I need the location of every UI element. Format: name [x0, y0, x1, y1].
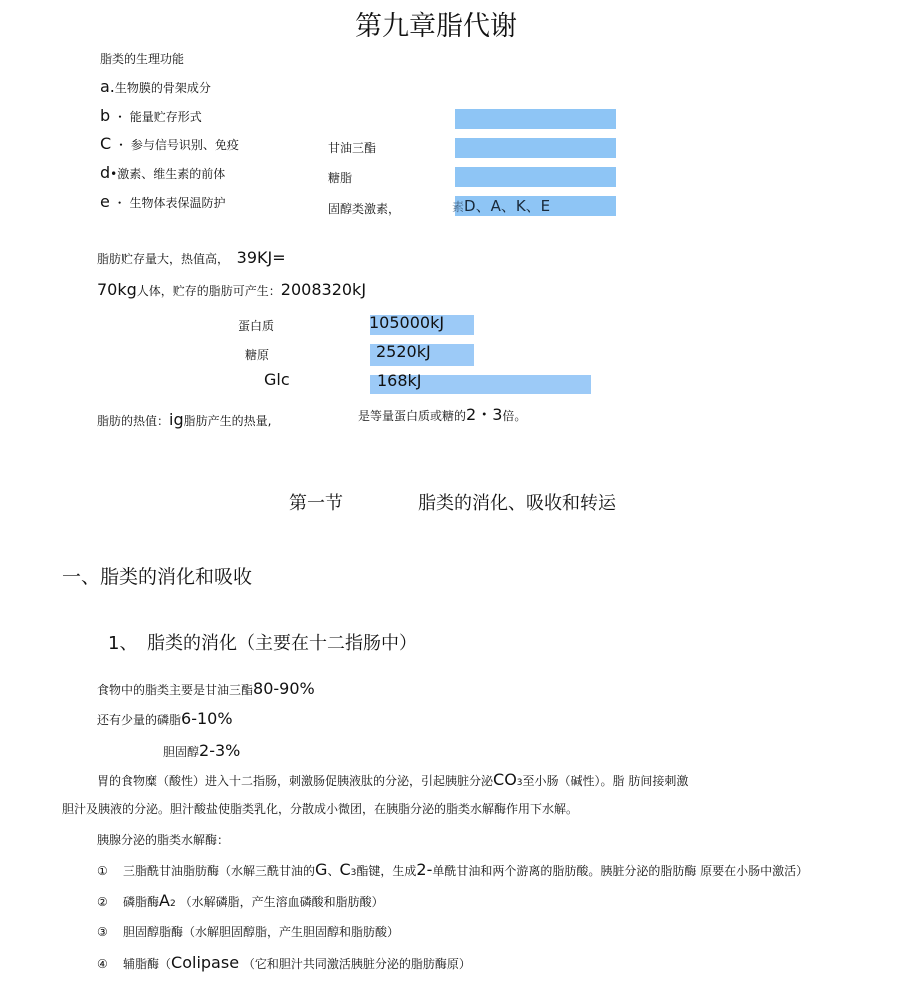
- enzyme-number: ④: [97, 957, 108, 971]
- vitamins-text: [452, 195, 550, 216]
- enzyme-number: ③: [97, 925, 108, 939]
- energy-row-label: 糖原: [245, 348, 270, 362]
- energy-line-1: [97, 248, 286, 267]
- energy-line-2: [97, 280, 366, 299]
- function-text: 生物膜的骨架成分: [114, 81, 211, 95]
- ratio-suffix: 倍。: [502, 409, 527, 423]
- ratio-text: 是等量蛋白质或糖的: [358, 409, 467, 423]
- enzyme-sep: 、: [327, 864, 340, 878]
- energy-value: 39KJ=: [236, 248, 286, 267]
- function-letter: C: [100, 134, 112, 153]
- ratio-value: 2・3: [466, 405, 503, 424]
- composition-value: 2-3%: [199, 741, 241, 760]
- energy-text: 脂肪贮存量大，热值高，: [97, 252, 230, 266]
- enzyme-g: G: [315, 860, 328, 879]
- ratio-line: [358, 402, 526, 425]
- function-letter: e: [100, 192, 110, 211]
- energy-text: 人体，贮存的脂肪可产生：: [136, 284, 281, 298]
- vitamin-prefix: 素: [452, 200, 465, 214]
- enzyme-text: （它和胆汁共同激活胰脏分泌的脂肪酶原）: [242, 957, 471, 971]
- enzyme-subscript: 2: [170, 899, 176, 909]
- heat-rest: 脂肪产生的热量,: [183, 414, 272, 428]
- enzyme-text: 辅脂酶（: [123, 957, 172, 971]
- colipase: Colipase: [171, 953, 240, 972]
- paragraph-text: 胃的食物糜（酸性）进入十二指肠，刺激肠促胰液肽的分泌，引起胰脏分泌: [97, 774, 494, 788]
- function-letter: a.: [100, 77, 115, 96]
- subsection-title: 脂类的消化（主要在十二指肠中）: [147, 633, 417, 654]
- co2-subscript: 3: [516, 778, 523, 788]
- energy-row-value: 105000kJ: [369, 313, 445, 332]
- function-text: •激素、维生素的前体: [110, 167, 226, 181]
- energy-row-value: 2520kJ: [376, 342, 431, 361]
- enzyme-text: （水解磷脂，产生溶血磷酸和脂肪酸）: [179, 895, 384, 909]
- example-glycolipid: 糖脂: [328, 171, 353, 185]
- enzyme-text: 酯键，生成: [356, 864, 417, 878]
- composition-item: [163, 741, 240, 760]
- function-item-d: [100, 163, 225, 182]
- composition-item: [97, 679, 315, 698]
- enzyme-item: [97, 860, 808, 879]
- highlight-bar: [455, 167, 616, 187]
- paragraph-line-1: [97, 770, 688, 789]
- paragraph-text: 至小肠（碱性）。脂 肪间接刺激: [522, 774, 689, 788]
- part-title: 一、脂类的消化和吸收: [62, 566, 253, 588]
- page-title: 第九章脂代谢: [355, 11, 517, 42]
- composition-text: 还有少量的磷脂: [97, 713, 182, 727]
- total-energy: 2008320kJ: [280, 280, 367, 299]
- enzymes-heading: 胰腺分泌的脂类水解酶：: [97, 833, 230, 847]
- enzyme-item: [97, 953, 471, 972]
- function-item-e: [100, 192, 226, 211]
- enzyme-text: 单酰甘油和两个游离的脂肪酸。胰脏分泌的脂肪酶 原要在小肠中激活）: [432, 864, 809, 878]
- function-item-c: [100, 134, 239, 153]
- example-triglyceride: 甘油三酯: [328, 141, 377, 155]
- enzyme-text: 三脂酰甘油脂肪酶（水解三酰甘油的: [123, 864, 316, 878]
- composition-value: 80-90%: [253, 679, 315, 698]
- function-letter: b: [100, 106, 111, 125]
- highlight-bar: [455, 138, 616, 158]
- function-item-b: [100, 106, 202, 125]
- composition-item: [97, 709, 233, 728]
- section-title: 脂类的消化、吸收和转运: [418, 493, 616, 514]
- heat-value-line: [97, 410, 271, 429]
- composition-value: 6-10%: [181, 709, 233, 728]
- enzyme-text: 磷脂酶: [123, 895, 160, 909]
- highlight-bar: [455, 109, 616, 129]
- function-letter: d: [100, 163, 111, 182]
- section-number: 第一节: [289, 493, 343, 514]
- function-text: ・ 参与信号识别、免疫: [115, 138, 239, 152]
- co2-formula: CO: [493, 770, 517, 789]
- heat-ig: ig: [169, 410, 184, 429]
- energy-row-value: 168kJ: [377, 371, 422, 390]
- enzyme-subscript: 3: [350, 868, 357, 878]
- composition-text: 食物中的脂类主要是甘油三酯: [97, 683, 254, 697]
- subsection-number: 1、: [108, 633, 138, 654]
- heat-text: 脂肪的热值：: [97, 414, 170, 428]
- enzyme-item: [97, 891, 384, 910]
- function-item-a: [100, 77, 211, 96]
- enzyme-c: C: [339, 860, 351, 879]
- enzyme-number-2: 2-: [416, 860, 433, 879]
- enzyme-a: A: [159, 891, 170, 910]
- enzyme-number: ①: [97, 864, 108, 878]
- enzyme-text: 胆固醇脂酶（水解胆固醇脂，产生胆固醇和脂肪酸）: [123, 925, 400, 939]
- paragraph-line-2: 胆汁及胰液的分泌。胆汁酸盐使脂类乳化，分散成小微团，在胰脂分泌的脂类水解酶作用下水解。: [62, 802, 579, 816]
- composition-text: 胆固醇: [163, 745, 200, 759]
- functions-heading: 脂类的生理功能: [100, 52, 185, 66]
- enzyme-item: [97, 923, 399, 940]
- enzyme-number: ②: [97, 895, 108, 909]
- energy-row-label: 蛋白质: [238, 319, 275, 333]
- function-text: ・ 生物体表保温防护: [113, 196, 226, 210]
- body-weight: 70kg: [97, 280, 137, 299]
- vitamin-list: D、A、K、E: [464, 197, 551, 215]
- function-text: ・ 能量贮存形式: [113, 110, 202, 124]
- energy-row-label: Glc: [264, 370, 290, 389]
- example-sterol-hormone: 固醇类激素，: [328, 202, 401, 216]
